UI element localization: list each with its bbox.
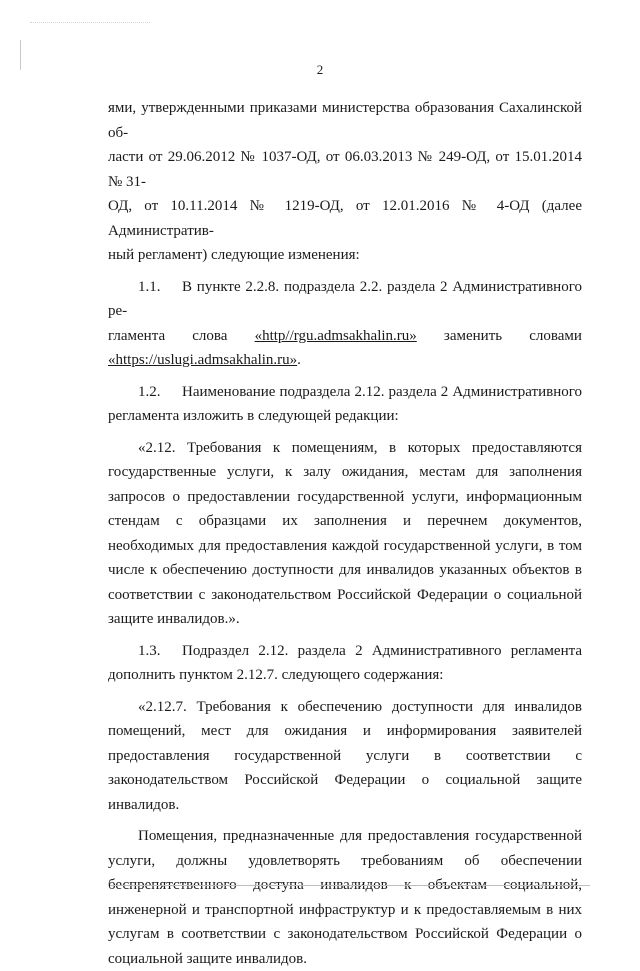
intro-line-1: [108, 96, 582, 145]
page-number: 2: [316, 62, 324, 77]
item-1-2-number: 1.2.: [138, 383, 161, 400]
scan-smudge: [30, 22, 150, 24]
intro-paragraph: [108, 96, 582, 268]
item-1-1-line-1: [108, 275, 582, 324]
item-1-2-text: Наименование подраздела 2.12. раздела 2 Административного регламента изложить в следующей редакции:: [108, 383, 582, 424]
item-1-1-word-slovami: словами: [529, 327, 582, 344]
intro-line-3: ОД, от 10.11.2014 № 1219-ОД, от 12.01.2016 № 4-ОД (далее Административ-: [108, 198, 582, 239]
item-1-1-word-zamenit: заменить: [443, 327, 503, 344]
quote-2-12: «2.12. Требования к помещениям, в которых предоставляются государственные услуги, к залу ожидания, местам для заполнения запросов о предоставлении государственной услуги, информационным стендам с образцами их заполнения и перечнем документов, необходимых для предоставления каждой государственной услуги, в том числе к обеспечению доступности для инвалидов указанных объектов в соответствии с законодательством Российской Федерации о социальной защите инвалидов.».: [108, 439, 582, 627]
intro-line-1-text: ями, утвержденными приказами министерства образования Сахалинской об-: [108, 100, 582, 141]
item-1-3-paragraph: [108, 639, 582, 688]
item-1-2-paragraph: [108, 380, 582, 429]
item-1-1: [108, 275, 582, 373]
new-link[interactable]: «https://uslugi.admsakhalin.ru»: [108, 352, 298, 368]
item-1-1-end: .: [297, 352, 301, 368]
item-1-3: [108, 639, 582, 688]
item-1-2: [108, 380, 582, 429]
intro-line-2: ласти от 29.06.2012 № 1037-ОД, от 06.03.2013 № 249-ОД, от 15.01.2014 № 31-: [108, 149, 582, 190]
quote-2-12-7: «2.12.7. Требования к обеспечению доступности для инвалидов помещений, мест для ожидания и информирования заявителей предоставления государственной услуги в соответствии с законодательством Российской Федерации о социальной защите инвалидов.: [108, 698, 582, 813]
item-1-1-word-reglamenta: гламента: [108, 327, 166, 344]
item-1-3-number: 1.3.: [138, 642, 161, 659]
intro-line-4: ный регламент) следующие изменения:: [108, 247, 360, 263]
item-1-1-line-3: [108, 348, 582, 373]
item-1-3-text: Подраздел 2.12. раздела 2 Административного регламента дополнить пунктом 2.12.7. следующего содержания:: [108, 642, 582, 683]
item-1-1-word-slova: слова: [192, 327, 228, 344]
old-link[interactable]: «http//rgu.admsakhalin.ru»: [254, 327, 417, 344]
bottom-scan-line: [110, 885, 590, 887]
item-1-1-text: В пункте 2.2.8. подраздела 2.2. раздела 2 Административного ре-: [108, 278, 582, 319]
item-1-1-line-2: [108, 324, 582, 349]
document-body: [108, 96, 582, 971]
paragraph-premises: Помещения, предназначенные для предоставления государственной услуги, должны удовлетворять требованиям об обеспечении беспрепятственного доступа инвалидов к объектам социальной, инженерной и транспортной инфраструктур и к предоставляемым в них услугам в соответствии с законодательством Российской Федерации о социальной защите инвалидов.: [108, 828, 582, 967]
item-1-1-number: 1.1.: [138, 278, 161, 295]
